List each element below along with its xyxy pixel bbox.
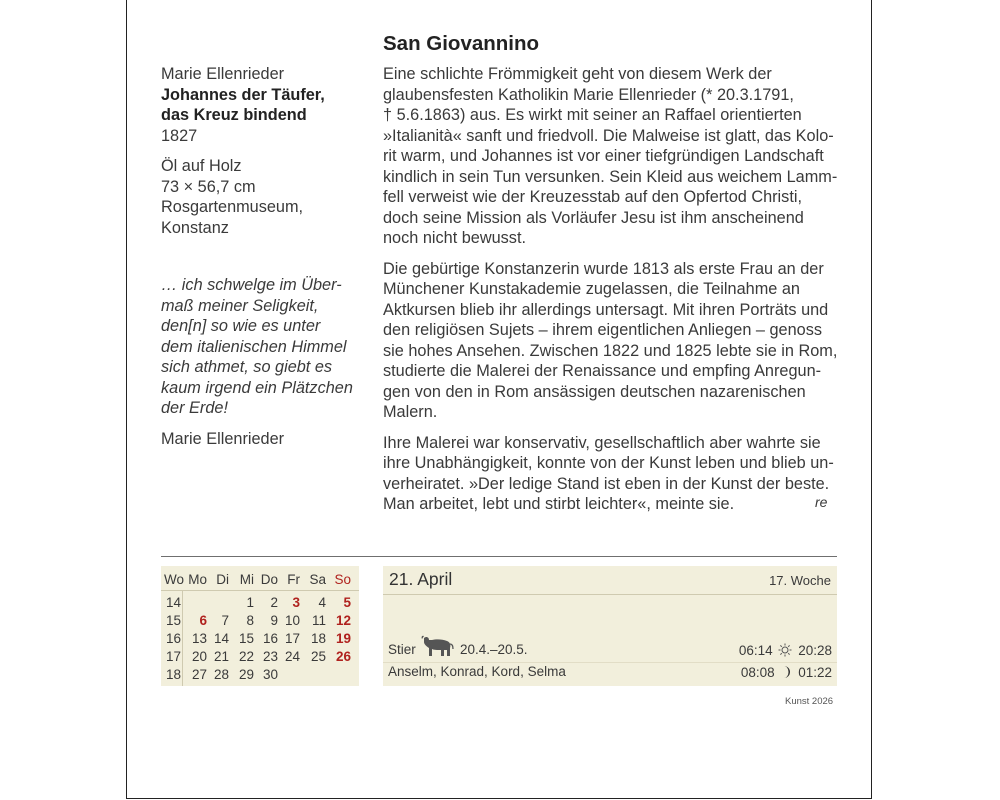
- current-date: 21. April: [389, 569, 453, 589]
- artwork-info: [161, 64, 361, 238]
- moon-icon: [780, 665, 792, 679]
- week-number-cell: 15: [166, 613, 182, 628]
- body-line: verheiratet. »Der ledige Stand ist eben in der Kunst der beste.: [383, 474, 830, 493]
- name-days: Anselm, Konrad, Kord, Selma: [388, 664, 566, 679]
- zodiac-name: Stier: [388, 642, 416, 657]
- calendar-day: 15: [238, 631, 254, 646]
- week-number-cell: 17: [166, 649, 182, 664]
- page-title: San Giovannino: [383, 32, 540, 55]
- footer-label: Kunst 2026: [785, 696, 834, 707]
- calendar-weekday-header: [161, 566, 359, 591]
- calendar-day: 23: [262, 649, 278, 664]
- calendar-day: 7: [221, 613, 229, 628]
- calendar-day: 29: [238, 667, 254, 682]
- calendar-day: 8: [246, 613, 254, 628]
- body-line: noch nicht bewusst.: [383, 229, 526, 247]
- body-line: »Italianità« sanft und friedvoll. Die Malweise ist glatt, das Kolo-: [383, 126, 834, 145]
- day-panel: [383, 566, 837, 686]
- bull-icon: [420, 634, 454, 660]
- weekday-header: Do: [260, 572, 278, 587]
- calendar-day: 14: [213, 631, 229, 646]
- body-line: studierte die Malerei der Renaissance und empfing Anregun-: [383, 362, 822, 380]
- calendar-day: 10: [284, 613, 300, 628]
- weekday-header: Di: [216, 572, 229, 587]
- moonset-time: 01:22: [798, 664, 832, 680]
- calendar-day: 11: [311, 613, 326, 628]
- moon-times: [741, 664, 832, 680]
- weekday-header: Sa: [309, 572, 326, 587]
- calendar-day: 6: [199, 613, 207, 628]
- week-number-cell: 18: [166, 667, 182, 682]
- calendar-day: 24: [284, 649, 300, 664]
- quote-line: dem italienischen Himmel: [161, 337, 347, 356]
- body-line: den religiösen Sujets – ihrem eigentlichen Anliegen – genoss: [383, 321, 822, 339]
- artwork-year: 1827: [161, 126, 198, 145]
- calendar-day: 21: [213, 649, 229, 664]
- body-line: Münchener Kunstakademie zugelassen, die Teilnahme an: [383, 280, 800, 298]
- calendar-day: 18: [310, 631, 326, 646]
- calendar-day: 28: [213, 667, 229, 682]
- calendar-day: 9: [270, 613, 278, 628]
- artwork-location: Konstanz: [161, 218, 229, 237]
- calendar-day: 20: [191, 649, 207, 664]
- artwork-title-line: das Kreuz bindend: [161, 106, 307, 124]
- body-line: doch seine Mission als Vorläufer Jesu ist ihm anscheinend: [383, 208, 804, 227]
- quote-line: der Erde!: [161, 399, 228, 417]
- calendar-day: 2: [270, 595, 278, 610]
- body-line: Die gebürtige Konstanzerin wurde 1813 als erste Frau an der: [383, 259, 824, 278]
- artwork-dimensions: 73 × 56,7 cm: [161, 177, 256, 196]
- body-line: kindlich in sein Tun versunken. Sein Kleid aus weichem Lamm-: [383, 167, 838, 186]
- body-line: gen von den in Rom ansässigen deutschen nazarenischen: [383, 382, 806, 401]
- body-line: Eine schlichte Frömmigkeit geht von diesem Werk der: [383, 65, 772, 83]
- body-line: Ihre Malerei war konservativ, gesellschaftlich aber wahrte sie: [383, 433, 821, 452]
- calendar-day: 16: [262, 631, 278, 646]
- body-line: Malern.: [383, 403, 438, 421]
- calendar-day: 1: [246, 595, 254, 610]
- body-line: fell verweist wie der Kreuzesstab auf den Opfertod Christi,: [383, 188, 802, 206]
- body-line: glaubensfesten Katholikin Marie Ellenrieder (* 20.3.1791,: [383, 85, 794, 104]
- divider: [161, 556, 837, 557]
- row-divider: [383, 662, 837, 663]
- calendar-day: 26: [335, 649, 351, 664]
- sunset-time: 20:28: [798, 642, 832, 658]
- sun-icon: [778, 643, 792, 657]
- quote-line: sich athmet, so giebt es: [161, 358, 333, 376]
- author-signature: re: [815, 494, 828, 510]
- sunrise-time: 06:14: [738, 642, 773, 658]
- month-calendar: [161, 566, 359, 686]
- artist-quote: [161, 275, 366, 449]
- weekday-header: Mi: [239, 572, 254, 587]
- calendar-day: 13: [191, 631, 207, 646]
- week-column-separator: [182, 590, 183, 686]
- week-number-cell: 16: [166, 631, 182, 646]
- sun-times: [739, 642, 832, 658]
- artwork-medium: Öl auf Holz: [161, 157, 242, 175]
- body-line: † 5.6.1863) aus. Es wirkt mit seiner an Raffael orientierten: [383, 106, 802, 124]
- body-line: sie hohes Ansehen. Zwischen 1822 und 1825 lebte sie in Rom,: [383, 341, 838, 360]
- calendar-day: 19: [335, 631, 351, 646]
- week-number-cell: 14: [166, 595, 182, 610]
- calendar-day: 5: [343, 595, 351, 610]
- calendar-day: 12: [335, 613, 351, 628]
- body-line: Aktkursen blieb ihr allerdings untersagt. Mit ihren Porträts und: [383, 300, 829, 319]
- quote-line: den[n] so wie es unter: [161, 317, 321, 335]
- week-number: 17. Woche: [769, 573, 831, 588]
- day-header: [383, 566, 837, 595]
- body-line: rit warm, und Johannes ist vor einer tiefgründigen Landschaft: [383, 147, 824, 165]
- body-line: Man arbeitet, lebt und stirbt leichter«, meinte sie.: [383, 495, 735, 513]
- calendar-day: 17: [284, 631, 300, 646]
- quote-line: … ich schwelge im Über-: [161, 276, 342, 294]
- weekday-header: Fr: [287, 572, 300, 587]
- quote-line: kaum irgend ein Plätzchen: [161, 378, 353, 397]
- calendar-day: 30: [262, 667, 278, 682]
- calendar-day: 4: [318, 595, 326, 610]
- moonrise-time: 08:08: [740, 664, 775, 680]
- weekday-header: So: [334, 572, 351, 587]
- artwork-museum: Rosgartenmuseum,: [161, 198, 304, 216]
- paragraph-gap: [383, 249, 833, 259]
- paragraph-gap: [383, 423, 833, 433]
- artwork-title-line: Johannes der Täufer,: [161, 85, 325, 104]
- zodiac-date-range: 20.4.–20.5.: [460, 642, 528, 657]
- artist-name: Marie Ellenrieder: [161, 65, 285, 83]
- weekday-header: Mo: [188, 572, 207, 587]
- quote-line: maß meiner Seligkeit,: [161, 296, 319, 315]
- calendar-day: 3: [292, 595, 300, 610]
- quote-source: Marie Ellenrieder: [161, 429, 285, 448]
- body-line: ihre Unabhängigkeit, konnte von der Kunst leben und blieb un-: [383, 454, 834, 472]
- calendar-day: 27: [191, 667, 207, 682]
- calendar-day: 25: [310, 649, 326, 664]
- weekday-header: Wo: [164, 572, 185, 587]
- calendar-day: 22: [238, 649, 254, 664]
- article-body: [383, 64, 838, 515]
